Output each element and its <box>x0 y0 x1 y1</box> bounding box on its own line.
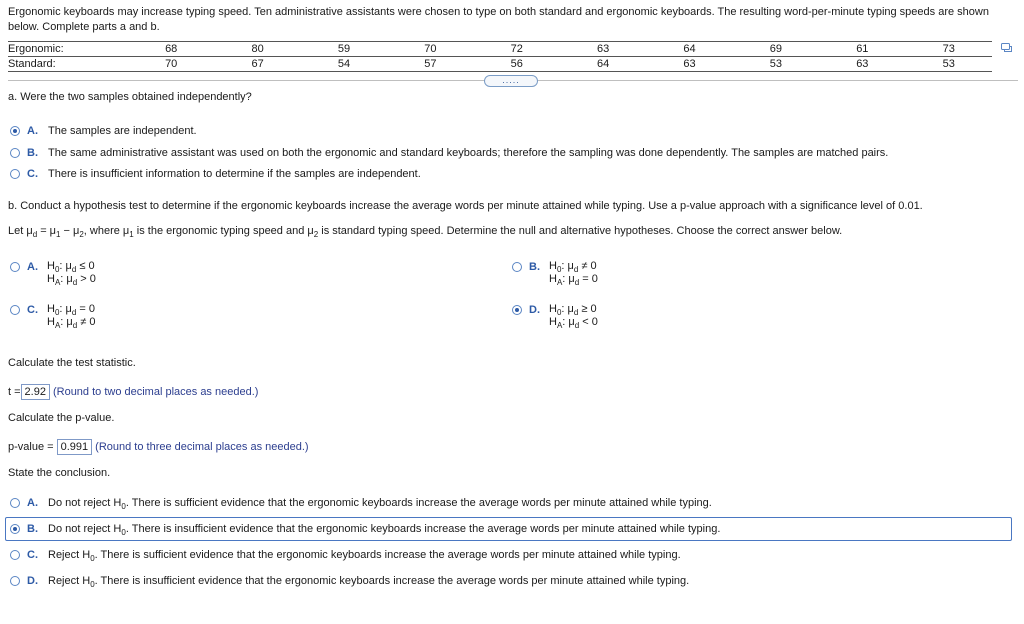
table-cell: 64 <box>560 57 646 72</box>
h0-line: $H_0$: $\mu_d = 0$ <box>47 303 95 317</box>
conclusion-option-a[interactable] <box>10 495 712 511</box>
table-cell: 64 <box>646 42 732 57</box>
hypothesis-c-text <box>47 303 96 329</box>
test-stat-input[interactable]: 2.92 <box>21 384 50 400</box>
part-b-question: b. Conduct a hypothesis test to determine if the ergonomic keyboards increase the average words per minute attained while typing. Use a p-value approach with a significance level of 0.01. <box>8 200 923 212</box>
option-text: The samples are independent. <box>48 125 197 137</box>
test-stat-hint: (Round to two decimal places as needed.) <box>52 386 259 398</box>
table-cell: 68 <box>128 42 214 57</box>
hypothesis-b-text <box>549 260 598 286</box>
option-text: Reject $H_0$. There is sufficient evidence that the ergonomic keyboards increase the average words per minute attained while typing. <box>48 549 681 563</box>
radio-button[interactable] <box>10 305 20 315</box>
p-value-prompt: Calculate the p-value. <box>8 412 115 424</box>
option-letter: B. <box>529 261 540 273</box>
option-letter: B. <box>27 523 38 535</box>
part-a-option-b[interactable] <box>10 145 888 161</box>
radio-button[interactable] <box>512 262 522 272</box>
intro-line-1: Ergonomic keyboards may increase typing speed. Ten administrative assistants were chosen to type on both standard and ergonomic keyboards. The resulting word-per-minute typing speeds are shown <box>8 6 989 18</box>
part-a-option-c[interactable] <box>10 166 421 182</box>
part-a-option-a[interactable] <box>10 123 197 139</box>
part-b-definition: Let $\mu_d = \mu_1 - \mu_2$, where $\mu_1$ is the ergonomic typing speed and $\mu_2$ is standard typing speed. Determine the null and alternative hypotheses. Choose the correct answer below. <box>8 225 843 239</box>
test-stat-prompt: Calculate the test statistic. <box>8 357 136 369</box>
ha-line: $H_A$: $\mu_d > 0$ <box>47 273 96 287</box>
table-cell: 67 <box>214 57 300 72</box>
table-cell: 61 <box>819 42 905 57</box>
copy-data-icon[interactable] <box>1001 42 1012 52</box>
conclusion-option-c[interactable] <box>10 547 681 563</box>
table-cell: 59 <box>301 42 387 57</box>
row-label: Standard: <box>8 57 128 72</box>
p-value-hint: (Round to three decimal places as needed.) <box>95 441 309 453</box>
table-row-standard <box>8 57 992 72</box>
conclusion-option-d[interactable] <box>10 573 689 589</box>
table-cell: 56 <box>474 57 560 72</box>
hypothesis-option-c[interactable] <box>10 302 43 318</box>
table-cell: 70 <box>128 57 214 72</box>
radio-button[interactable] <box>10 126 20 136</box>
table-cell: 53 <box>733 57 819 72</box>
h0-line: $H_0$: $\mu_d \ge 0$ <box>549 303 597 317</box>
p-value-row <box>8 439 309 455</box>
option-letter: D. <box>529 304 540 316</box>
radio-button[interactable] <box>10 550 20 560</box>
option-letter: A. <box>27 497 38 509</box>
expand-more-button[interactable]: ..... <box>484 75 538 87</box>
p-value-input[interactable]: 0.991 <box>57 439 93 455</box>
data-table <box>8 41 992 72</box>
table-cell: 80 <box>214 42 300 57</box>
option-letter: C. <box>27 304 38 316</box>
table-cell: 72 <box>474 42 560 57</box>
intro-line-2: below. Complete parts a and b. <box>8 21 160 33</box>
radio-button[interactable] <box>512 305 522 315</box>
radio-button[interactable] <box>10 262 20 272</box>
conclusion-option-b[interactable] <box>10 521 720 537</box>
table-cell: 69 <box>733 42 819 57</box>
hypothesis-d-text <box>549 303 598 329</box>
table-cell: 63 <box>819 57 905 72</box>
h0-line: $H_0$: $\mu_d \le 0$ <box>47 260 95 274</box>
table-cell: 53 <box>906 57 992 72</box>
table-cell: 63 <box>560 42 646 57</box>
table-cell: 70 <box>387 42 473 57</box>
option-text: The same administrative assistant was used on both the ergonomic and standard keyboards; therefore the sampling was done dependently. The samples are matched pairs. <box>48 147 889 159</box>
h0-line: $H_0$: $\mu_d \ne 0$ <box>549 260 597 274</box>
table-cell: 73 <box>906 42 992 57</box>
table-cell: 57 <box>387 57 473 72</box>
option-letter: B. <box>27 147 38 159</box>
option-text: There is insufficient information to determine if the samples are independent. <box>48 168 421 180</box>
option-letter: A. <box>27 261 38 273</box>
hypothesis-option-b[interactable] <box>512 259 545 275</box>
ha-line: $H_A$: $\mu_d < 0$ <box>549 316 598 330</box>
problem-intro <box>8 5 1018 35</box>
table-row-ergonomic <box>8 42 992 57</box>
table-cell: 63 <box>646 57 732 72</box>
radio-button[interactable] <box>10 148 20 158</box>
radio-button[interactable] <box>10 524 20 534</box>
ha-line: $H_A$: $\mu_d = 0$ <box>549 273 598 287</box>
option-text: Do not reject $H_0$. There is sufficient evidence that the ergonomic keyboards increase the average words per minute attained while typing. <box>48 497 712 511</box>
hypothesis-option-d[interactable] <box>512 302 545 318</box>
radio-button[interactable] <box>10 169 20 179</box>
part-a-question: a. Were the two samples obtained independently? <box>8 91 252 103</box>
option-letter: C. <box>27 549 38 561</box>
option-letter: D. <box>27 575 38 587</box>
p-value-label: p-value = <box>8 441 54 453</box>
hypothesis-a-text <box>47 260 96 286</box>
test-stat-label: t = <box>8 386 21 398</box>
radio-button[interactable] <box>10 498 20 508</box>
table-cell: 54 <box>301 57 387 72</box>
option-text: Do not reject $H_0$. There is insufficient evidence that the ergonomic keyboards increase the average words per minute attained while typing. <box>48 523 721 537</box>
hypothesis-option-a[interactable] <box>10 259 43 275</box>
test-stat-row <box>8 384 258 400</box>
option-letter: A. <box>27 125 38 137</box>
row-label: Ergonomic: <box>8 42 128 57</box>
option-letter: C. <box>27 168 38 180</box>
ha-line: $H_A$: $\mu_d \ne 0$ <box>47 316 96 330</box>
radio-button[interactable] <box>10 576 20 586</box>
option-text: Reject $H_0$. There is insufficient evidence that the ergonomic keyboards increase the average words per minute attained while typing. <box>48 575 690 589</box>
conclusion-prompt: State the conclusion. <box>8 467 111 479</box>
